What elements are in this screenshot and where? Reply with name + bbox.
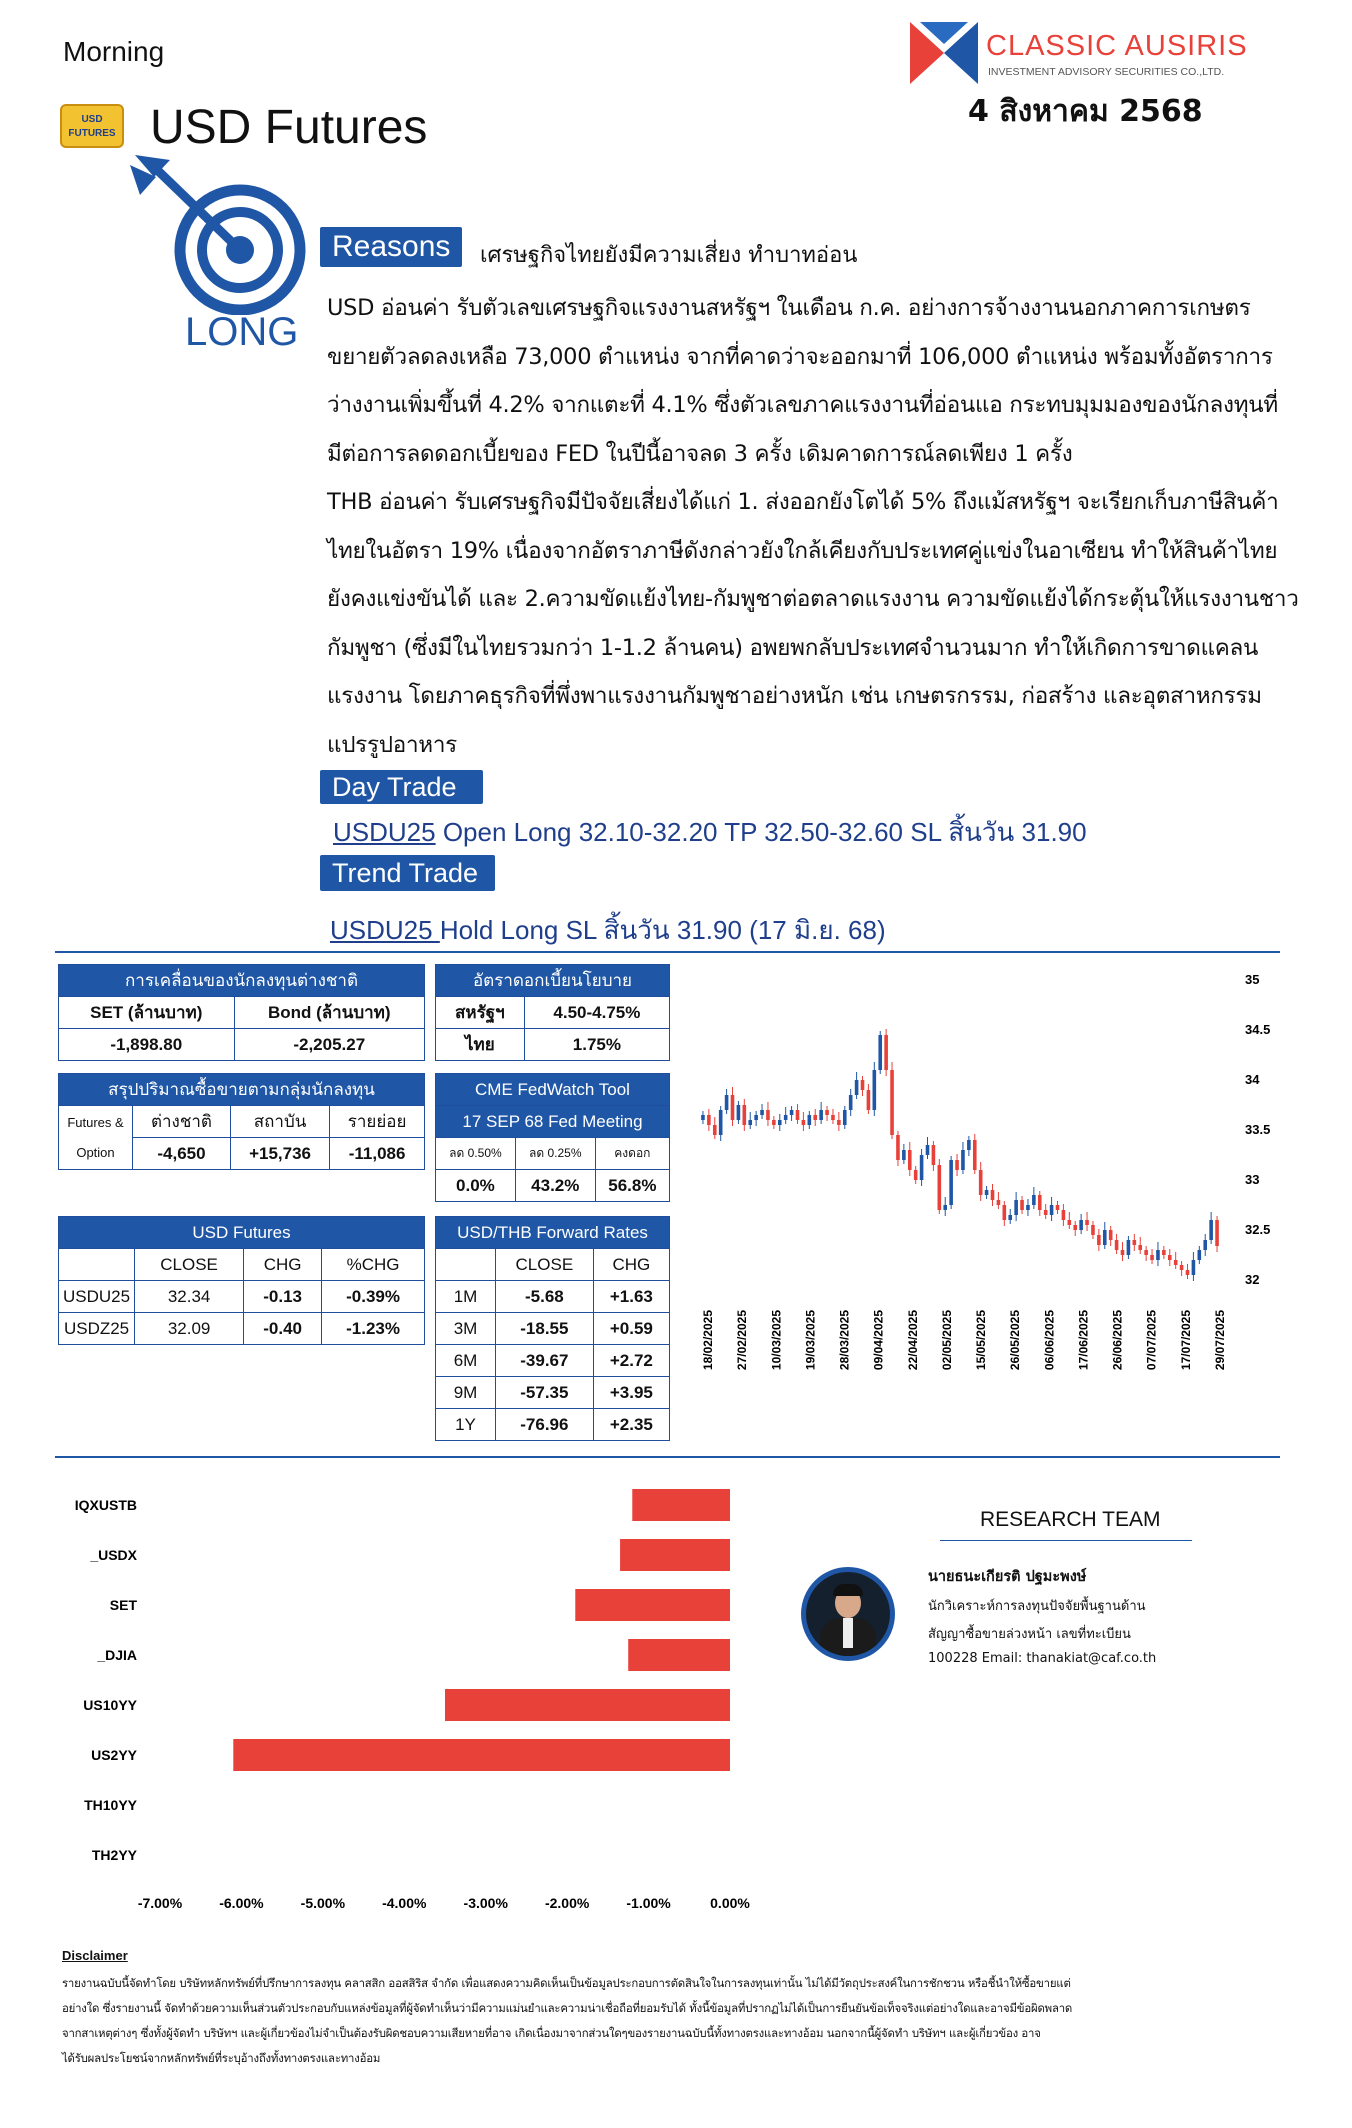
candle-body [991, 1190, 995, 1200]
futures-option-label [59, 1106, 133, 1170]
bar [445, 1689, 730, 1721]
tenor: 1M [436, 1281, 496, 1313]
analyst-role-line1: นักวิเคราะห์การลงทุนปัจจัยพื้นฐานด้าน [928, 1599, 1146, 1614]
candle-body [1162, 1250, 1166, 1255]
x-tick-label: 15/05/2025 [974, 1310, 989, 1371]
category-label: SET [109, 1597, 137, 1613]
disclaimer-title: Disclaimer [62, 1948, 128, 1963]
table-row [436, 1409, 670, 1441]
candle-body [896, 1135, 900, 1160]
candle-body [790, 1110, 794, 1115]
contract-chg: -0.40 [244, 1313, 322, 1345]
day-trade-symbol: USDU25 [333, 817, 436, 847]
reason-line: ยังคงแข่งขันได้ และ 2.ความขัดแย้งไทย-กัมพูชาต่อตลาดแรงงาน ความขัดแย้งได้กระตุ้นให้แรงงานชาว [327, 586, 1299, 612]
x-tick-label: -4.00% [382, 1895, 427, 1911]
candle-body [743, 1105, 747, 1125]
header-pct-chg: %CHG [322, 1249, 425, 1281]
category-label: _DJIA [97, 1647, 137, 1663]
candle-body [778, 1120, 782, 1125]
foreign-flow-title: การเคลื่อนของนักลงทุนต่างชาติ [59, 965, 425, 997]
col-bond: Bond (ล้านบาท) [234, 997, 425, 1029]
category-label: IQXUSTB [74, 1497, 137, 1513]
usd-futures-logo-badge [60, 104, 124, 148]
y-tick-label: 33.5 [1245, 1122, 1271, 1137]
x-tick-label: 26/06/2025 [1110, 1310, 1125, 1371]
option-label: Option [76, 1144, 115, 1160]
fedwatch-title: CME FedWatch Tool [436, 1074, 670, 1106]
analyst-name: นายธนะเกียรติ ปฐมะพงษ์ [928, 1569, 1087, 1585]
candle-body [1044, 1210, 1048, 1215]
policy-rate-label: สหรัฐฯ [436, 997, 525, 1029]
contract-close: 32.34 [135, 1281, 244, 1313]
trend-trade-text: Hold Long SL สิ้นวัน 31.90 (17 มิ.ย. 68) [439, 915, 886, 945]
day-trade-text: Open Long 32.10-32.20 TP 32.50-32.60 SL สิ้นวัน 31.90 [435, 817, 1087, 847]
x-tick-label: 17/06/2025 [1076, 1310, 1091, 1371]
candle-body [861, 1080, 865, 1090]
candle-body [1085, 1220, 1089, 1225]
x-tick-label: 07/07/2025 [1144, 1310, 1159, 1371]
candle-body [955, 1160, 959, 1170]
bar [620, 1539, 730, 1571]
divider-top [55, 951, 1280, 953]
value-retail: -11,086 [330, 1138, 425, 1170]
candle-body [754, 1115, 758, 1120]
value-foreign: -4,650 [133, 1138, 231, 1170]
candle-body [837, 1120, 841, 1125]
candle-body [819, 1110, 823, 1120]
y-tick-label: 33 [1245, 1172, 1260, 1187]
candle-body [796, 1110, 800, 1120]
candle-body [1168, 1255, 1172, 1260]
header-cut-50: ลด 0.50% [436, 1138, 516, 1170]
forward-rates-title: USD/THB Forward Rates [436, 1217, 670, 1249]
disclaimer-line: ได้รับผลประโยชน์จากหลักทรัพย์ที่ระบุอ้างถึงทั้งทางตรงและทางอ้อม [62, 2051, 381, 2065]
x-tick-label: -6.00% [219, 1895, 264, 1911]
candle-body [908, 1150, 912, 1170]
candle-body [808, 1115, 812, 1125]
candle-body [1209, 1220, 1213, 1240]
forward-chg: +2.72 [593, 1345, 669, 1377]
candle-body [914, 1170, 918, 1180]
x-tick-label: 26/05/2025 [1008, 1310, 1023, 1371]
candle-body [1215, 1220, 1219, 1246]
contract-pct: -0.39% [322, 1281, 425, 1313]
category-label: US2YY [91, 1747, 137, 1763]
bar [575, 1589, 730, 1621]
policy-rate-table [435, 964, 670, 1061]
logo-badge-text: USD FUTURES [68, 114, 116, 139]
trend-trade-line [330, 910, 886, 951]
day-trade-line [333, 812, 1087, 853]
value-cut-50: 0.0% [436, 1170, 516, 1202]
y-tick-label: 34 [1245, 1072, 1260, 1087]
forward-close: -39.67 [496, 1345, 594, 1377]
forward-close: -57.35 [496, 1377, 594, 1409]
x-tick-label: 29/07/2025 [1213, 1310, 1227, 1371]
x-tick-label: 06/06/2025 [1042, 1310, 1057, 1371]
x-tick-label: 22/04/2025 [905, 1310, 920, 1371]
research-title-underline [940, 1540, 1192, 1541]
candle-body [1068, 1220, 1072, 1225]
target-icon [130, 155, 320, 315]
divider-bottom [55, 1456, 1280, 1458]
contract-name: USDZ25 [59, 1313, 135, 1345]
candle-body [725, 1095, 729, 1110]
candle-body [997, 1200, 1001, 1205]
candle-body [855, 1080, 859, 1095]
candle-body [867, 1090, 871, 1110]
tenor: 1Y [436, 1409, 496, 1441]
candle-body [890, 1070, 894, 1135]
brand-name: CLASSIC AUSIRIS [986, 30, 1248, 62]
candle-body [920, 1155, 924, 1180]
policy-rate-title: อัตราดอกเบี้ยนโยบาย [436, 965, 670, 997]
tenor: 9M [436, 1377, 496, 1409]
reason-line: แรงงาน โดยภาคธุรกิจที่พึ่งพาแรงงานกัมพูชาอย่างหนัก เช่น เกษตรกรรม, ก่อสร้าง และอุตสาหกรรม [327, 683, 1262, 709]
reasons-tag: Reasons [320, 227, 462, 267]
analyst-hair [833, 1584, 863, 1596]
category-label: _USDX [90, 1547, 137, 1563]
disclaimer-line: อย่างใด ซึ่งรายงานนี้ จัดทำด้วยความเห็นส่วนตัวประกอบกับแหล่งข้อมูลที่ผู้จัดทำเห็นว่ามีความแม่นยำและความน่าเชื่อถือที่ยอมรับได้ ทั้งนี้ข้อมูลที่ปรากฏไม่ได้เป็นการยืนยันข้อเท็จจริงแต่อย่างใดและอาจมีข้อผิดพลาด [62, 2001, 1073, 2015]
foreign-flow-table [58, 964, 425, 1061]
reason-line: กัมพูชา (ซึ่งมีในไทยรวมกว่า 1-1.2 ล้านคน) อพยพกลับประเทศจำนวนมาก ทำให้เกิดการขาดแคลน [327, 634, 1259, 661]
usd-futures-table [58, 1216, 425, 1345]
candle-body [748, 1120, 752, 1125]
contract-pct: -1.23% [322, 1313, 425, 1345]
x-tick-label: -5.00% [300, 1895, 346, 1911]
forward-chg: +1.63 [593, 1281, 669, 1313]
table-row [59, 1313, 425, 1345]
candle-body [973, 1140, 977, 1170]
forward-close: -18.55 [496, 1313, 594, 1345]
table-row [436, 1281, 670, 1313]
candle-body [802, 1120, 806, 1125]
x-tick-label: -3.00% [463, 1895, 508, 1911]
candle-body [772, 1120, 776, 1125]
category-label: US10YY [83, 1697, 137, 1713]
report-date: 4 สิงหาคม 2568 [968, 94, 1203, 129]
header-chg: CHG [244, 1249, 322, 1281]
futures-label: Futures & [67, 1114, 124, 1130]
candle-body [1156, 1250, 1160, 1260]
candle-body [760, 1110, 764, 1115]
y-tick-label: 35 [1245, 972, 1260, 987]
candle-body [1097, 1235, 1101, 1245]
candle-body [1144, 1250, 1148, 1255]
candle-body [813, 1115, 817, 1120]
analyst-contact: 100228 Email: thanakiat@caf.co.th [928, 1651, 1157, 1666]
candle-body [1186, 1270, 1190, 1275]
candle-body [1203, 1240, 1207, 1250]
candle-body [943, 1205, 947, 1210]
futures-flow-title: สรุปปริมาณซื้อขายตามกลุ่มนักลงทุน [59, 1074, 425, 1106]
value-cut-25: 43.2% [515, 1170, 595, 1202]
usd-futures-title: USD Futures [59, 1217, 425, 1249]
x-tick-label: 27/02/2025 [735, 1310, 750, 1371]
candle-body [1056, 1205, 1060, 1210]
candle-body [1014, 1200, 1018, 1215]
category-label: TH10YY [84, 1797, 137, 1813]
candle-body [1003, 1205, 1007, 1220]
candle-body [902, 1150, 906, 1160]
candle-body [1008, 1215, 1012, 1220]
candle-body [938, 1165, 942, 1210]
x-tick-label: 17/07/2025 [1178, 1310, 1193, 1371]
contract-name: USDU25 [59, 1281, 135, 1313]
candle-body [1198, 1250, 1202, 1260]
day-trade-tag: Day Trade [320, 770, 483, 804]
candle-body [1091, 1225, 1095, 1235]
x-tick-label: 18/02/2025 [701, 1310, 715, 1371]
x-tick-label: 02/05/2025 [939, 1310, 954, 1371]
reason-line: แปรรูปอาหาร [327, 731, 457, 758]
classic-ausiris-logo-icon [910, 22, 978, 84]
reason-line: THB อ่อนค่า รับเศรษฐกิจมีปัจจัยเสี่ยงได้แก่ 1. ส่งออกยังโตได้ 5% ถึงแม้สหรัฐฯ จะเรียกเก็บภาษีสินค้า [327, 489, 1279, 515]
tenor: 6M [436, 1345, 496, 1377]
candle-body [731, 1095, 735, 1120]
trend-trade-symbol: USDU25 [330, 915, 440, 945]
forward-rates-table [435, 1216, 670, 1441]
candle-body [1127, 1240, 1131, 1255]
header-close: CLOSE [135, 1249, 244, 1281]
reason-line: ไทยในอัตรา 19% เนื่องจากอัตราภาษีดังกล่าวยังใกล้เคียงกับประเทศคู่แข่งในอาเซียน ทำให้สินค้าไทย [327, 537, 1278, 564]
contract-close: 32.09 [135, 1313, 244, 1345]
candle-body [737, 1105, 741, 1120]
table-row [436, 1313, 670, 1345]
reasons-body [327, 284, 1337, 769]
candle-body [949, 1160, 953, 1205]
header-retail: รายย่อย [330, 1106, 425, 1138]
forward-close: -5.68 [496, 1281, 594, 1313]
analyst-avatar [801, 1567, 895, 1661]
forward-chg: +3.95 [593, 1377, 669, 1409]
policy-rate-value: 1.75% [524, 1029, 669, 1061]
reason-line: ว่างงานเพิ่มขึ้นที่ 4.2% จากแตะที่ 4.1% ซึ่งตัวเลขภาคแรงงานที่อ่อนแอ กระทบมุมมองของนักลงทุนที่ [327, 392, 1278, 418]
policy-rate-label: ไทย [436, 1029, 525, 1061]
candle-body [961, 1150, 965, 1170]
candle-body [843, 1110, 847, 1125]
policy-rate-value: 4.50-4.75% [524, 997, 669, 1029]
x-tick-label: -1.00% [626, 1895, 671, 1911]
page-title: USD Futures [150, 101, 428, 154]
table-row [436, 1377, 670, 1409]
candle-body [1032, 1195, 1036, 1205]
value-hold: 56.8% [595, 1170, 669, 1202]
candle-body [701, 1115, 705, 1120]
analyst-role-line2: สัญญาซื้อขายล่วงหน้า เลขที่ทะเบียน [928, 1627, 1131, 1642]
header-close: CLOSE [496, 1249, 594, 1281]
candle-body [1115, 1240, 1119, 1250]
bar [632, 1489, 730, 1521]
forward-chg: +2.35 [593, 1409, 669, 1441]
disclaimer-line: รายงานฉบับนี้จัดทำโดย บริษัทหลักทรัพย์ที่ปรึกษาการลงทุน คลาสสิก ออสสิริส จำกัด เพื่อแสดงความคิดเห็นเป็นข้อมูลประกอบการตัดสินใจในการลงทุนเท่านั้น ไม่ได้มีวัตถุประสงค์ในการชักชวน หรือชี้นำให้ซื้อขายแต่ [62, 1976, 1071, 1990]
value-bond: -2,205.27 [234, 1029, 425, 1061]
header-hold: คงดอก [595, 1138, 669, 1170]
x-tick-label: 0.00% [710, 1895, 750, 1911]
fedwatch-meeting: 17 SEP 68 Fed Meeting [436, 1106, 670, 1138]
candle-body [1062, 1210, 1066, 1220]
table-row [436, 1345, 670, 1377]
candle-body [1138, 1245, 1142, 1250]
candle-body [766, 1110, 770, 1120]
x-tick-label: 19/03/2025 [803, 1310, 818, 1371]
futures-flow-table [58, 1073, 425, 1170]
candle-body [1020, 1200, 1024, 1210]
candle-body [784, 1115, 788, 1120]
trend-trade-tag: Trend Trade [320, 855, 495, 891]
header-foreign: ต่างชาติ [133, 1106, 231, 1138]
fedwatch-table [435, 1073, 670, 1202]
candle-body [1180, 1265, 1184, 1270]
analyst-shirt [843, 1618, 853, 1648]
candle-body [831, 1115, 835, 1120]
candle-body [1192, 1260, 1196, 1275]
candle-body [979, 1170, 983, 1195]
candle-body [932, 1145, 936, 1165]
research-team-title: RESEARCH TEAM [980, 1508, 1161, 1531]
candle-body [1073, 1225, 1077, 1230]
candle-body [985, 1190, 989, 1195]
asset-change-bar-chart [55, 1470, 775, 1930]
candle-body [967, 1140, 971, 1150]
value-institution: +15,736 [230, 1138, 329, 1170]
candle-body [884, 1035, 888, 1070]
header-chg: CHG [593, 1249, 669, 1281]
col-set: SET (ล้านบาท) [59, 997, 235, 1029]
candle-body [719, 1110, 723, 1135]
header-cut-25: ลด 0.25% [515, 1138, 595, 1170]
bar [233, 1739, 730, 1771]
candle-body [878, 1035, 882, 1070]
value-set: -1,898.80 [59, 1029, 235, 1061]
morning-label: Morning [63, 36, 165, 67]
category-label: TH2YY [91, 1847, 137, 1863]
bar [628, 1639, 730, 1671]
analyst-photo [806, 1572, 890, 1656]
x-tick-label: -7.00% [137, 1895, 183, 1911]
y-tick-label: 32.5 [1245, 1222, 1271, 1237]
x-tick-label: 09/04/2025 [871, 1310, 886, 1371]
candle-body [1026, 1205, 1030, 1210]
forward-chg: +0.59 [593, 1313, 669, 1345]
candle-body [825, 1110, 829, 1115]
candle-body [1133, 1240, 1137, 1245]
candle-body [873, 1070, 877, 1110]
candle-body [926, 1145, 930, 1155]
reasons-headline: เศรษฐกิจไทยยังมีความเสี่ยง ทำบาทอ่อน [480, 243, 858, 268]
usd-thb-candlestick-chart [690, 960, 1290, 1450]
disclaimer-line: จากสาเหตุต่างๆ ซึ่งทั้งผู้จัดทำ บริษัทฯ และผู้เกี่ยวข้องไม่จำเป็นต้องรับผิดชอบความเสียหายที่อาจ เกิดเนื่องมาจากส่วนใดๆของรายงานฉบับนี้ทั้งทางตรงและทางอ้อม นอกจากนี้ผู้จัดทำ บริษัทฯ และผู้เกี่ยวข้อง อาจ [62, 2026, 1041, 2040]
candle-body [1150, 1255, 1154, 1260]
tenor: 3M [436, 1313, 496, 1345]
y-tick-label: 32 [1245, 1272, 1260, 1287]
candle-body [1050, 1205, 1054, 1215]
x-tick-label: -2.00% [544, 1895, 590, 1911]
candle-body [1079, 1220, 1083, 1230]
candle-body [1103, 1230, 1107, 1245]
candle-body [707, 1115, 711, 1125]
contract-chg: -0.13 [244, 1281, 322, 1313]
brand-subtitle: INVESTMENT ADVISORY SECURITIES CO.,LTD. [988, 66, 1225, 78]
forward-close: -76.96 [496, 1409, 594, 1441]
candle-body [1174, 1260, 1178, 1265]
reason-line: USD อ่อนค่า รับตัวเลขเศรษฐกิจแรงงานสหรัฐฯ ในเดือน ก.ค. อย่างการจ้างงานนอกภาคการเกษตร [327, 295, 1251, 321]
y-tick-label: 34.5 [1245, 1022, 1271, 1037]
candle-body [1121, 1250, 1125, 1255]
reason-line: ขยายตัวลดลงเหลือ 73,000 ตำแหน่ง จากที่คาดว่าจะออกมาที่ 106,000 ตำแหน่ง พร้อมทั้งอัตราการ [327, 343, 1273, 370]
x-tick-label: 28/03/2025 [837, 1310, 852, 1371]
table-row [59, 1281, 425, 1313]
position-label: LONG [185, 310, 299, 354]
disclaimer-body [62, 1971, 1072, 2071]
candle-body [1109, 1230, 1113, 1240]
candle-body [1038, 1195, 1042, 1210]
header-institution: สถาบัน [230, 1106, 329, 1138]
candle-body [713, 1125, 717, 1135]
x-tick-label: 10/03/2025 [769, 1310, 784, 1371]
reason-line: มีต่อการลดดอกเบี้ยของ FED ในปีนี้อาจลด 3 ครั้ง เดิมคาดการณ์ลดเพียง 1 ครั้ง [327, 440, 1073, 467]
candle-body [849, 1095, 853, 1110]
